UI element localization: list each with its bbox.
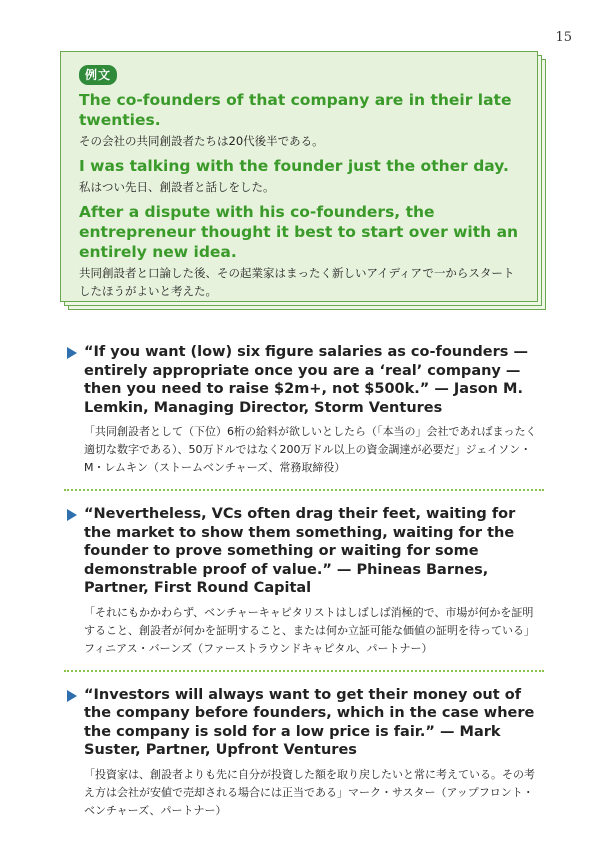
- quote-text-en: “Nevertheless, VCs often drag their feet, waiting for the market to show them something, waiting for the founder to prove something or waiting for some demonstrable proof of value.” — Phineas Barnes, Partner, First Round Capital: [84, 506, 516, 596]
- quote-text-ja: 「それにもかかわらず、ベンチャーキャピタリストはしばしば消極的で、市場が何かを証明すること、創設者が何かを証明すること、または何か立証可能な価値の証明を待っている」フィニアス・バーンズ（ファーストラウンドキャピタル、パートナー）: [84, 605, 535, 655]
- triangle-bullet-icon: [67, 690, 77, 702]
- triangle-bullet-icon: [67, 509, 77, 521]
- example-sentence-en: I was talking with the founder just the other day.: [79, 157, 509, 175]
- quote-text-en: “Investors will always want to get their money out of the company before founders, which in the case where the company is sold for a low price is fair.” — Mark Suster, Partner, Upfront Ventures: [84, 686, 535, 758]
- quote-item: [64, 505, 544, 658]
- example-box: [60, 51, 538, 302]
- quote-item: [64, 686, 544, 820]
- quote-text-ja: 「投資家は、創設者よりも先に自分が投資した額を取り戻したいと常に考えている。その考え方は会社が安値で売却される場合には正当である」マーク・サスター（アップフロント・ベンチャーズ、パートナー）: [84, 767, 535, 817]
- quote-item: [64, 343, 544, 477]
- dotted-divider: [64, 489, 544, 491]
- quote-text-en: “If you want (low) six figure salaries as co-founders — entirely appropriate once you are a ‘real’ company — then you need to raise $2m+, not $500k.” — Jason M. Lemkin, Managing Director, Storm Ventures: [84, 344, 528, 416]
- page-number: 15: [555, 30, 572, 45]
- example-label: 例文: [79, 65, 117, 85]
- quotes-section: [64, 343, 544, 820]
- dotted-divider: [64, 670, 544, 672]
- example-sentence-ja: 共同創設者と口論した後、その起業家はまったく新しいアイディアで一からスタートしたほうがよいと考えた。: [79, 266, 515, 298]
- example-sentence-ja: その会社の共同創設者たちは20代後半である。: [79, 134, 324, 148]
- triangle-bullet-icon: [67, 347, 77, 359]
- example-sentence-en: The co-founders of that company are in their late twenties.: [79, 91, 512, 129]
- quote-text-ja: 「共同創設者として（下位）6桁の給料が欲しいとしたら（「本当の」会社であればまったく適切な数字である）、50万ドルではなく200万ドル以上の資金調達が必要だ」ジェイソン・M・レムキン（ストームベンチャーズ、常務取締役）: [84, 425, 537, 474]
- example-sentence-en: After a dispute with his co-founders, the entrepreneur thought it best to start over with an entirely new idea.: [79, 203, 519, 261]
- example-sentence-ja: 私はつい先日、創設者と話しをした。: [79, 180, 275, 194]
